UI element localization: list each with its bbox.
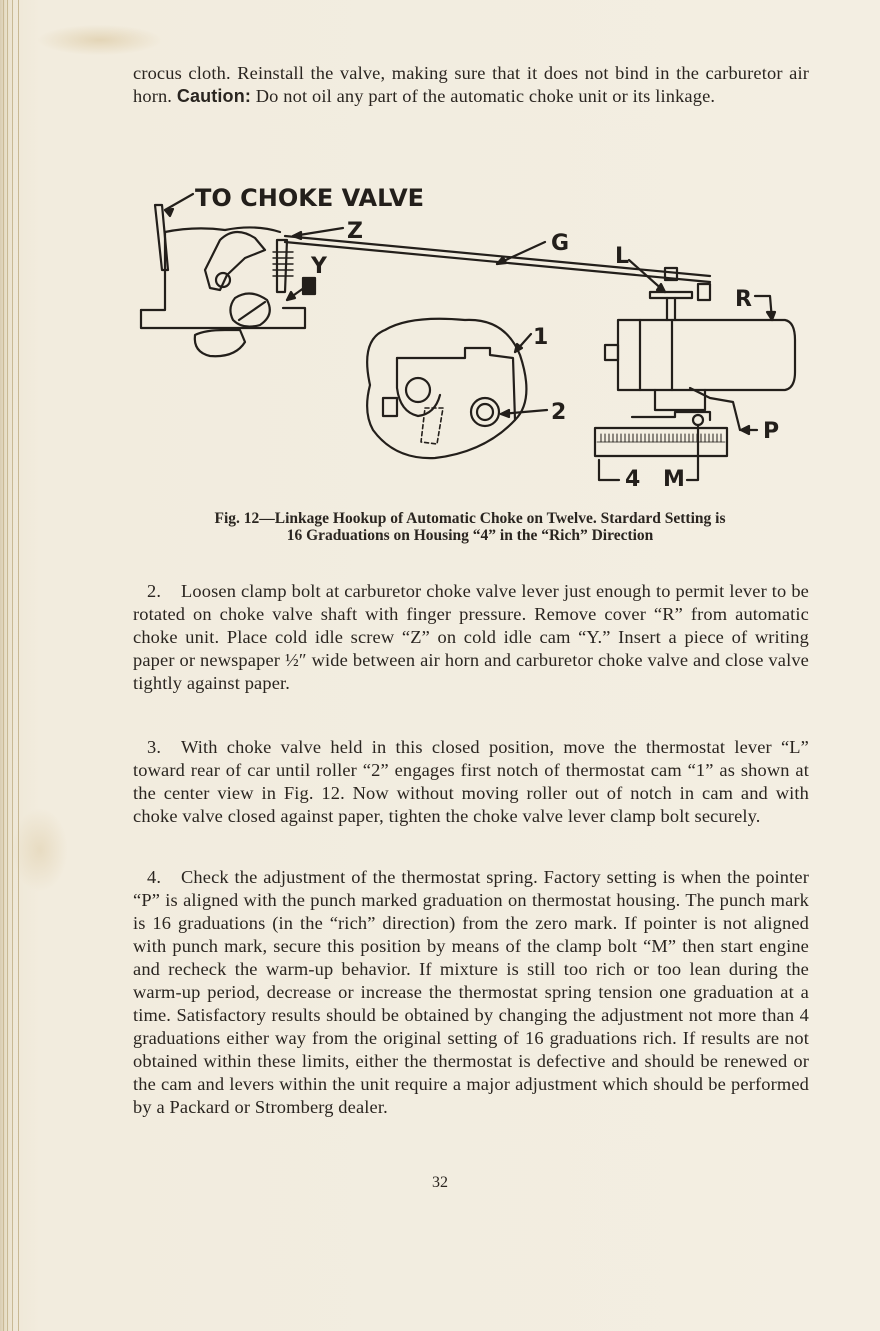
step-3-paragraph <box>133 736 809 828</box>
label-g: G <box>551 231 570 256</box>
figure-12-diagram <box>135 180 805 500</box>
caution-label: Caution: <box>176 86 251 106</box>
label-r: R <box>735 287 752 312</box>
caption-line-2: 16 Graduations on Housing “4” in the “Rich” Direction <box>286 527 654 544</box>
intro-text-continued: Do not oil any part of the automatic choke unit or its linkage. <box>251 86 716 106</box>
step-text: Check the adjustment of the thermostat spring. Factory setting is when the pointer “P” is aligned with the punch marked graduation on thermostat housing. The punch mark is 16 graduations (in the “rich” direction) from the zero mark. If pointer is not aligned with punch mark, secure this position by means of the clamp bolt “M” then start engine and recheck the warm-up behavior. If mixture is still too rich or too lean during the warm-up period, decrease or increase the thermostat spring tension one graduation at a time. Satisfactory results should be obtained by changing the adjustment not more than 4 graduations either way from the original setting of 16 graduations rich. If results are not obtained within these limits, either the thermostat is defective and should be renewed or the cam and levers within the unit require a major adjustment which should be performed by a Packard or Stromberg dealer. <box>133 867 809 1117</box>
step-number: 4. <box>147 867 162 887</box>
book-spine-edge <box>0 0 22 1331</box>
label-y: Y <box>311 254 327 279</box>
dial-graduations <box>601 434 721 442</box>
label-4: 4 <box>625 467 641 492</box>
caption-line-1: Fig. 12—Linkage Hookup of Automatic Choke on Twelve. Stardard Setting is <box>214 510 726 527</box>
step-number: 3. <box>147 737 162 757</box>
step-text: With choke valve held in this closed position, move the thermostat lever “L” toward rear of car until roller “2” engages first notch of thermostat cam “1” as shown at the center view in Fig. 12. Now without moving roller out of notch in cam and with choke valve closed against paper, tighten the choke valve lever clamp bolt securely. <box>133 737 809 826</box>
label-p: P <box>763 419 780 444</box>
label-2: 2 <box>551 400 567 425</box>
label-to-choke-valve: TO CHOKE VALVE <box>195 184 425 212</box>
step-number: 2. <box>147 581 162 601</box>
step-text: Loosen clamp bolt at carburetor choke valve lever just enough to permit lever to be rotated on choke valve shaft with finger pressure. Remove cover “R” from automatic choke unit. Place cold idle screw “Z” on cold idle cam “Y.” Insert a piece of writing paper or newspaper ½″ wide between air horn and carburetor choke valve and close valve tightly against paper. <box>133 581 809 693</box>
label-z: Z <box>347 219 363 244</box>
step-4-paragraph <box>133 866 809 1119</box>
step-2-paragraph <box>133 580 809 695</box>
page-number: 32 <box>432 1174 448 1191</box>
intro-paragraph <box>133 62 809 108</box>
label-l: L <box>615 244 630 269</box>
label-m: M <box>663 467 685 492</box>
label-1: 1 <box>533 325 549 350</box>
figure-caption <box>130 510 810 544</box>
intro-text: crocus cloth. Reinstall the valve, making sure that it does not bind in the carburetor air horn. <box>133 63 809 106</box>
